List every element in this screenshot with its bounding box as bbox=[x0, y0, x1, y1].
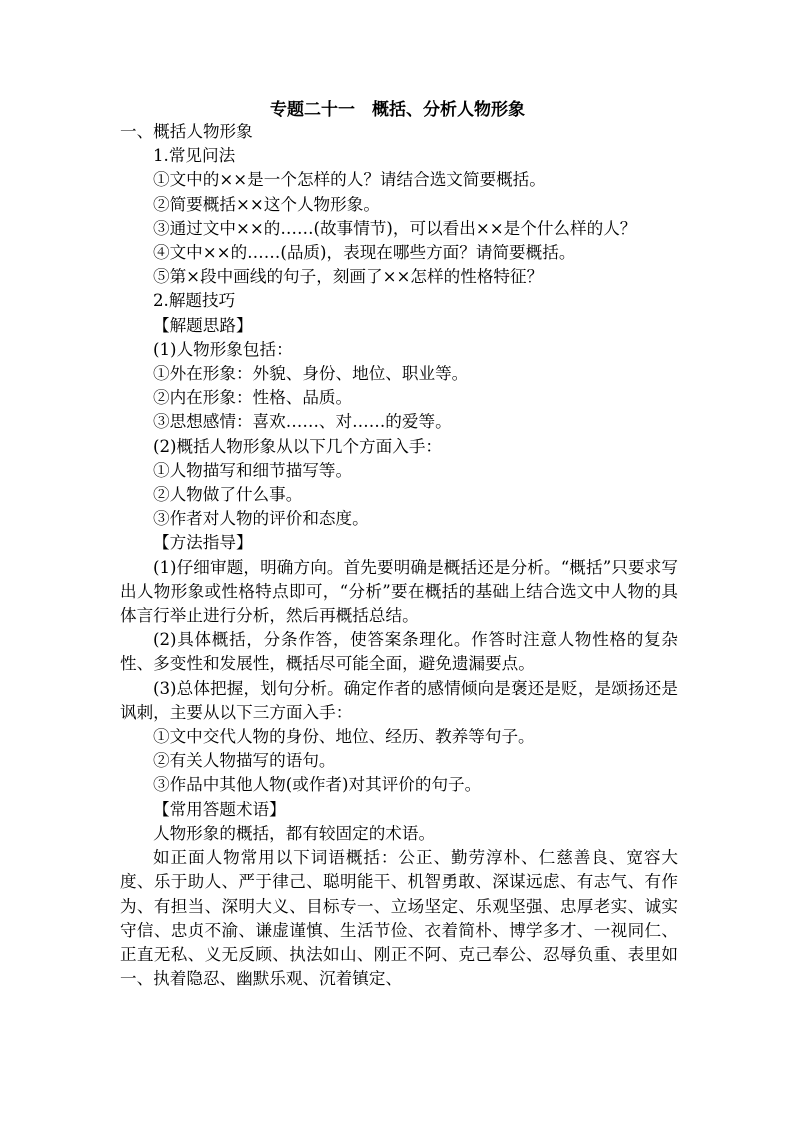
paragraph: (1)人物形象包括： bbox=[153, 339, 293, 359]
list-item: ②有关人物描写的语句。 bbox=[153, 751, 336, 771]
question-item: ①文中的××是一个怎样的人？请结合选文简要概括。 bbox=[153, 170, 546, 190]
question-item: ③通过文中××的……(故事情节)，可以看出××是个什么样的人？ bbox=[153, 218, 637, 238]
section-heading: 一、概括人物形象 bbox=[120, 122, 253, 141]
paragraph: (2)具体概括，分条作答，使答案条理化。作答时注意人物性格的复杂性、多变性和发展性，概括尽可能全面，避免遗漏要点。 bbox=[120, 630, 678, 674]
question-item: ④文中××的……(品质)，表现在哪些方面？请简要概括。 bbox=[153, 243, 576, 263]
list-item: ③作品中其他人物(或作者)对其评价的句子。 bbox=[153, 775, 482, 795]
list-item: ①外在形象：外貌、身份、地位、职业等。 bbox=[153, 364, 469, 384]
list-item: ①人物描写和细节描写等。 bbox=[153, 460, 353, 480]
subsection-heading: 1.常见问法 bbox=[153, 146, 236, 166]
bracket-heading: 【常用答题术语】 bbox=[153, 799, 286, 819]
list-item: ②内在形象：性格、品质。 bbox=[153, 388, 353, 408]
paragraph: 如正面人物常用以下词语概括：公正、勤劳淳朴、仁慈善良、宽容大度、乐于助人、严于律己、聪明能干、机智勇敢、深谋远虑、有志气、有作为、有担当、深明大义、目标专一、立场坚定、乐观坚强、忠厚老实、诚实守信、忠贞不渝、谦虚谨慎、生活节俭、衣着简朴、博学多才、一视同仁、正直无私、义无反顾、执法如山、刚正不阿、克己奉公、忍辱负重、表里如一、执着隐忍、幽默乐观、沉着镇定、 bbox=[120, 848, 678, 989]
document-body bbox=[120, 120, 678, 991]
bracket-heading: 【解题思路】 bbox=[153, 315, 253, 335]
list-item: ②人物做了什么事。 bbox=[153, 485, 303, 505]
paragraph: (1)仔细审题，明确方向。首先要明确是概括还是分析。“概括”只要求写出人物形象或性格特点即可，“分析”要在概括的基础上结合选文中人物的具体言行举止进行分析，然后再概括总结。 bbox=[120, 557, 678, 626]
list-item: ③作者对人物的评价和态度。 bbox=[153, 509, 369, 529]
question-item: ②简要概括××这个人物形象。 bbox=[153, 194, 380, 214]
paragraph: 人物形象的概括，都有较固定的术语。 bbox=[153, 823, 436, 843]
document-title: 专题二十一 概括、分析人物形象 bbox=[270, 100, 525, 120]
bracket-heading: 【方法指导】 bbox=[153, 533, 253, 553]
question-item: ⑤第×段中画线的句子，刻画了××怎样的性格特征？ bbox=[153, 267, 544, 287]
list-item: ③思想感情：喜欢……、对……的爱等。 bbox=[153, 412, 452, 432]
subsection-heading: 2.解题技巧 bbox=[153, 291, 236, 311]
paragraph: (3)总体把握，划句分析。确定作者的感情倾向是褒还是贬，是颂扬还是讽刺，主要从以下三方面入手： bbox=[120, 678, 678, 722]
paragraph: (2)概括人物形象从以下几个方面入手： bbox=[153, 436, 443, 456]
list-item: ①文中交代人物的身份、地位、经历、教养等句子。 bbox=[153, 727, 535, 747]
